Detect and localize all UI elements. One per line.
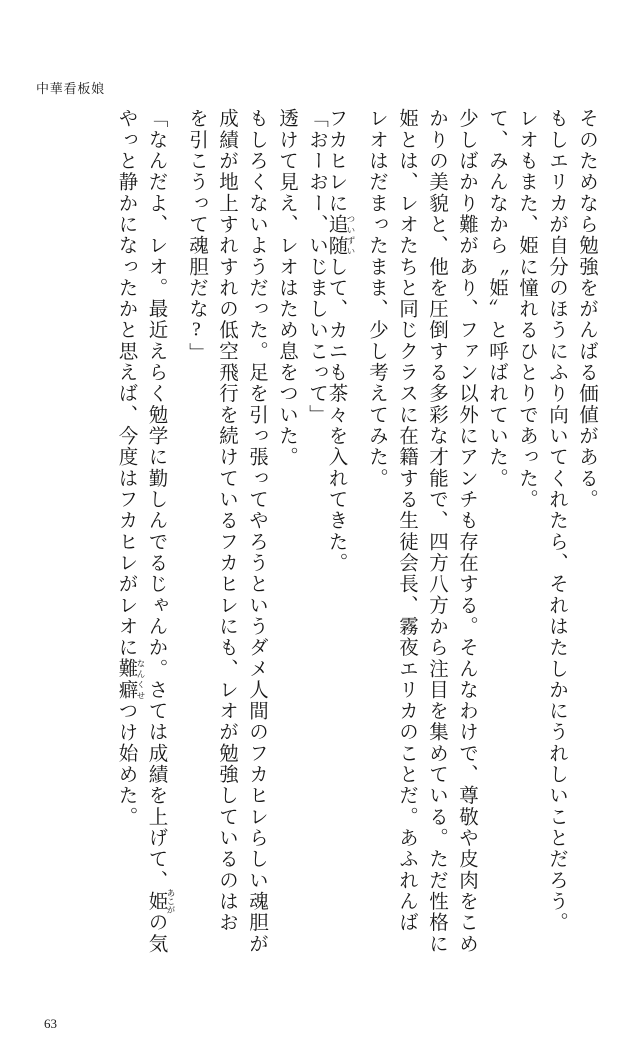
page-number: 63 [44,1016,57,1031]
text-column: レオはだまったまま、少し考えてみた。 [366,108,387,489]
text-column: 姫とは、レオたちと同じクラスに在籍する生徒会長、霧夜エリカのことだ。あふれんば [396,108,417,934]
text-column: 成績が地上すれすれの低空飛行を続けているフカヒレにも、レオが勉強しているのはお [216,108,237,934]
text-column: を引こうって魂胆だな?」 [186,108,207,364]
text-column: フカヒレに追随 ついずいして、カニも茶々を入れてきた。 [325,108,356,574]
text-column: レオもまた、姫に憧れるひとりであった。 [516,108,537,510]
text-column: 透けて見え、レオはため息をついた。 [276,108,297,468]
text-column: 少しばかり難があり、ファン以外にアンチも存在する。そんなわけで、尊敬や皮肉をこめ [456,108,477,955]
text-column: もしろくないようだった。足を引っ張ってやろうというダメ人間のフカヒレらしい魂胆が [246,108,267,955]
text-column: 「なんだよ、レオ。最近えらく勉学に勤しんでるじゃんか。さては成績を上げて、姫 あこがの気 [145,108,176,955]
vertical-text-block [30,108,596,978]
text-column: 「おーおー、いじましいこって」 [306,108,327,426]
text-column: もしエリカが自分のほうにふり向いてくれたら、それはたしかにうれしいことだろう。 [546,108,567,934]
text-column: かりの美貌と、他を圧倒する多彩な才能で、四方八方から注目を集めている。ただ性格に [426,108,447,955]
running-head: 中華看板娘 [36,81,105,96]
ruby-annotation: 追随 ついずい [325,213,356,257]
ruby-annotation: 姫 あこが [145,888,176,915]
text-column: そのためなら勉強をがんばる価値がある。 [576,108,597,510]
ruby-annotation: 難癖 なんくせ [115,658,146,701]
text-column: て、みんなから〝姫〟と呼ばれていた。 [486,108,507,489]
text-column: やっと静かになったかと思えば、今度はフカヒレがレオに難癖 なんくせつけ始めた。 [115,108,146,828]
